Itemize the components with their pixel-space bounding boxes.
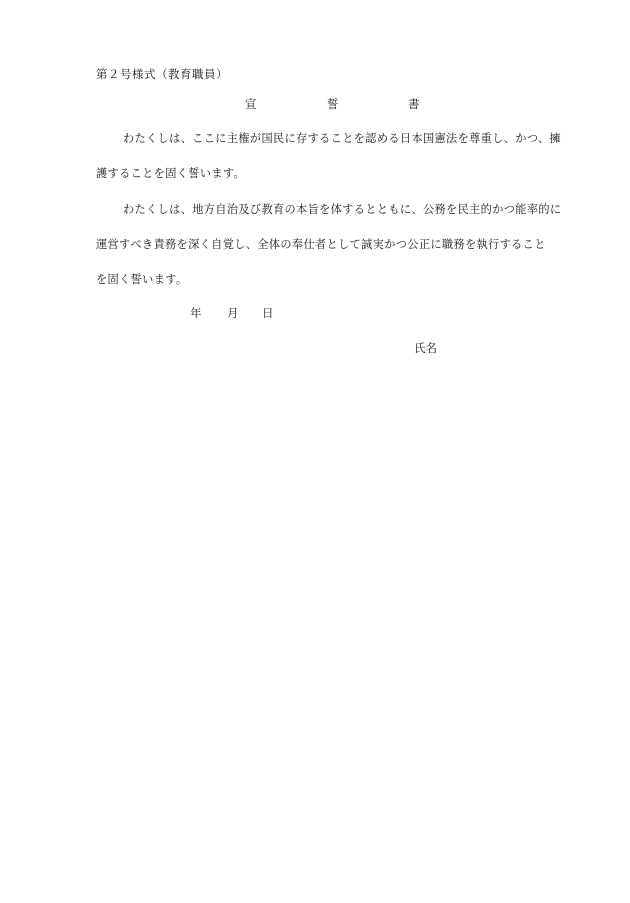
date-day-label: 日 bbox=[262, 306, 274, 320]
oath-text-line-3: わたくしは、地方自治及び教育の本旨を体するとともに、公務を民主的かつ能率的に bbox=[123, 203, 562, 216]
document-title bbox=[0, 96, 630, 112]
title-char-sen: 宣 bbox=[245, 97, 257, 111]
title-char-sho: 書 bbox=[408, 97, 420, 111]
oath-text-line-4: 運営すべき責務を深く自覚し、全体の奉仕者として誠実かつ公正に職務を執行すること bbox=[96, 238, 546, 251]
oath-text-line-5: を固く誓います。 bbox=[96, 273, 188, 286]
oath-text-line-2: 護することを固く誓います。 bbox=[96, 167, 246, 180]
title-char-sei: 誓 bbox=[327, 97, 339, 111]
name-field-label: 氏名 bbox=[414, 341, 437, 355]
date-month-label: 月 bbox=[227, 306, 239, 320]
oath-text-line-1: わたくしは、ここに主権が国民に存することを認める日本国憲法を尊重し、かつ、擁 bbox=[123, 132, 561, 145]
form-number-label: 第２号様式（教育職員） bbox=[96, 67, 228, 81]
date-year-label: 年 bbox=[190, 306, 202, 320]
